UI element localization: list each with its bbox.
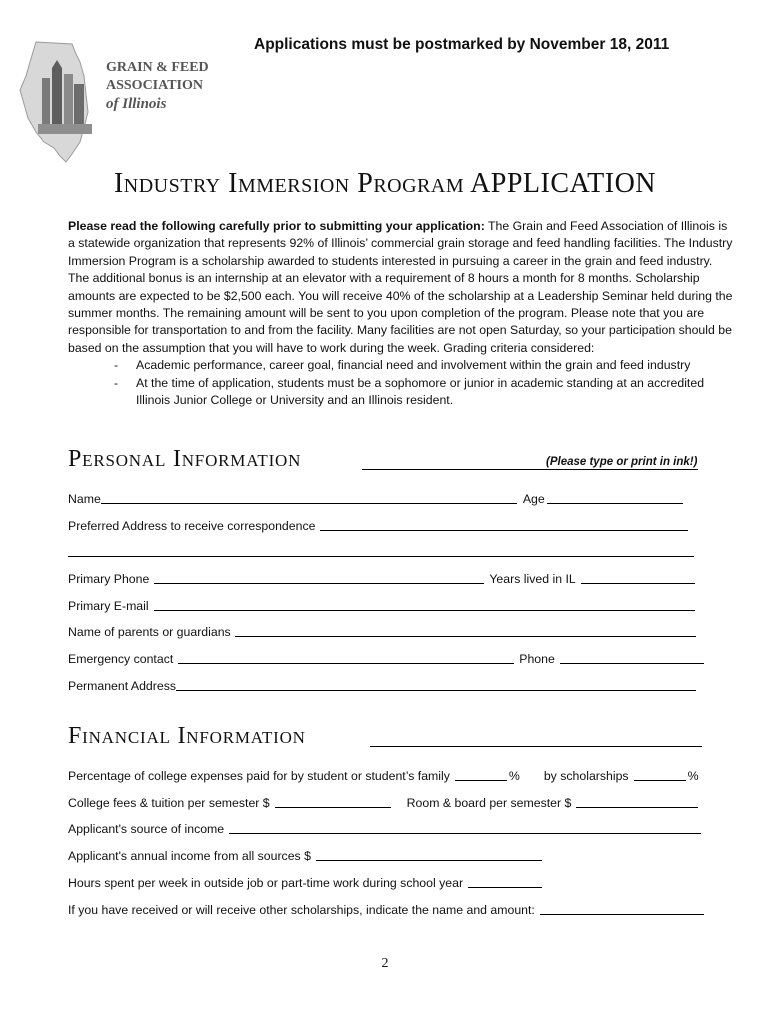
years-lived-label: Years lived in IL <box>489 572 576 586</box>
email-row <box>68 599 697 613</box>
criteria-item-text: At the time of application, students must be a sophomore or junior in academic standing at an accredited Illinois Junior College or University and an Illinois resident. <box>136 375 705 408</box>
list-item <box>68 357 734 374</box>
room-board-field[interactable] <box>576 796 698 808</box>
permanent-address-label: Permanent Address <box>68 679 176 693</box>
name-label: Name <box>68 492 101 506</box>
income-source-label: Applicant's source of income <box>68 822 225 836</box>
work-hours-row <box>68 876 544 890</box>
intro-paragraph <box>68 218 734 409</box>
page-number: 2 <box>381 956 389 971</box>
other-scholarships-label: If you have received or will receive other scholarships, indicate the name and amount: <box>68 903 535 917</box>
logo-line-3: of Illinois <box>106 96 167 112</box>
address-row <box>68 519 690 533</box>
bullet-marker: - <box>114 375 119 390</box>
personal-section-title: Personal Information <box>68 446 302 472</box>
intro-lead: Please read the following carefully prior to submitting your application: <box>68 219 485 233</box>
income-source-field[interactable] <box>229 822 701 834</box>
list-item <box>68 375 734 410</box>
page-title: Industry Immersion Program APPLICATION <box>113 168 657 199</box>
address-label: Preferred Address to receive correspondence <box>68 519 316 533</box>
email-field[interactable] <box>154 599 695 611</box>
annual-income-field[interactable] <box>316 849 542 861</box>
emergency-contact-label: Emergency contact <box>68 652 174 666</box>
percent-sign: % <box>508 769 520 783</box>
financial-section-title: Financial Information <box>68 723 306 749</box>
address-field-line-2[interactable] <box>68 545 694 557</box>
intro-body: The Grain and Feed Association of Illinois is a statewide organization that represents 92% of Illinois’ commercial grain storage and feed handling facilities. The Industry Immersion Program is a scholarship awarded to students interested in pursuing a career in the grain and feed industry. The additional bonus is an internship at an elevator with a requirement of 8 hours a month for 8 months. Scholarship amounts are expected to be $2,500 each. You will receive 40% of the scholarship at a Leadership Seminar held during the summer months. The remaining amount will be sent to you upon completion of the program. Please note that you are responsible for transportation to and from the facility. Many facilities are not open Saturday, so your participation should be based on the assumption that you will have to work during the week. Grading criteria considered: <box>68 219 733 355</box>
logo-line-1: GRAIN & FEED <box>106 60 209 75</box>
family-percentage-field[interactable] <box>455 769 507 781</box>
expense-percentage-row <box>68 769 699 783</box>
work-hours-label: Hours spent per week in outside job or part-time work during school year <box>68 876 464 890</box>
room-board-label: Room & board per semester $ <box>406 796 572 810</box>
percent-sign: % <box>687 769 699 783</box>
primary-phone-field[interactable] <box>154 572 484 584</box>
permanent-address-row <box>68 679 698 693</box>
parents-label: Name of parents or guardians <box>68 625 231 639</box>
criteria-list <box>68 357 734 409</box>
family-percentage-label: Percentage of college expenses paid for by student or student’s family <box>68 769 450 783</box>
emergency-phone-label: Phone <box>519 652 555 666</box>
logo-line-2: ASSOCIATION <box>106 78 203 93</box>
years-lived-field[interactable] <box>581 572 695 584</box>
income-source-row <box>68 822 703 836</box>
phone-row <box>68 572 697 586</box>
scholarship-percentage-label: by scholarships <box>543 769 629 783</box>
annual-income-row <box>68 849 544 863</box>
primary-phone-label: Primary Phone <box>68 572 150 586</box>
ink-note: (Please type or print in ink!) <box>546 456 698 468</box>
section-divider <box>370 746 702 747</box>
address-row-2 <box>68 545 696 559</box>
address-field[interactable] <box>320 519 688 531</box>
emergency-contact-field[interactable] <box>178 652 514 664</box>
other-scholarships-row <box>68 903 706 917</box>
fees-label: College fees & tuition per semester $ <box>68 796 270 810</box>
name-field[interactable] <box>101 492 517 504</box>
annual-income-label: Applicant's annual income from all sources $ <box>68 849 311 863</box>
fees-row <box>68 796 700 810</box>
criteria-item-text: Academic performance, career goal, financial need and involvement within the grain and feed industry <box>136 358 691 373</box>
emergency-phone-field[interactable] <box>560 652 704 664</box>
association-logo <box>14 38 214 168</box>
email-label: Primary E-mail <box>68 599 149 613</box>
parents-row <box>68 625 698 639</box>
other-scholarships-field[interactable] <box>540 903 704 915</box>
work-hours-field[interactable] <box>468 876 542 888</box>
fees-field[interactable] <box>275 796 391 808</box>
scholarship-percentage-field[interactable] <box>634 769 686 781</box>
section-divider <box>362 469 698 470</box>
emergency-row <box>68 652 706 666</box>
parents-field[interactable] <box>235 625 696 637</box>
postmark-deadline-notice: Applications must be postmarked by November 18, 2011 <box>254 36 670 53</box>
permanent-address-field[interactable] <box>176 679 696 691</box>
bullet-marker: - <box>114 358 119 373</box>
name-row <box>68 492 685 506</box>
age-field[interactable] <box>547 492 683 504</box>
age-label: Age <box>522 492 545 506</box>
